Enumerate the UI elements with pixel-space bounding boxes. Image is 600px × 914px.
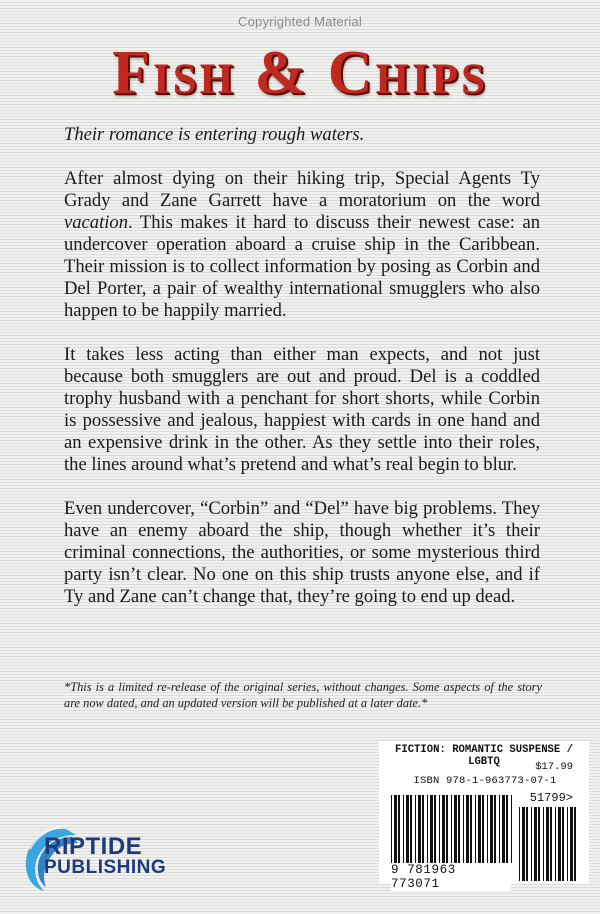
blurb-paragraph-1-end: . This makes it hard to discuss their newest case: an undercover operation aboard a cruise ship in the Caribbean. Their mission is to collect information by posing as Corbin and Del Porter, a pair of wealthy international smugglers who also happen to be happily married. xyxy=(64,212,540,321)
blurb-emphasis-vacation: vacation xyxy=(64,212,129,233)
barcode-bar xyxy=(442,795,445,863)
barcode-bar xyxy=(534,807,537,881)
barcode-bar xyxy=(555,807,556,881)
barcode-bar xyxy=(550,807,552,881)
barcode-bar xyxy=(427,795,428,863)
blurb-paragraph-1-start: After almost dying on their hiking trip, Special Agents Ty Grady and Zane Garrett have a moratorium on the word xyxy=(64,168,540,211)
blurb-paragraph-2: It takes less acting than either man expects, and not just because both smugglers are out and proud. Del is a coddled trophy husband with a penchant for short shorts, while Corbin is possessive and jealous, happiest with cards in one hand and an expensive drink in the other. As they settle into their roles, the lines around what’s pretend and what’s real begin to blur. xyxy=(64,344,540,475)
barcode-bar xyxy=(574,807,576,881)
barcode-bar xyxy=(451,795,452,863)
barcode-bar xyxy=(567,807,568,881)
price-label: $17.99 xyxy=(535,761,573,773)
barcode-bar xyxy=(398,795,400,863)
barcode-bar xyxy=(558,807,561,881)
publisher-name-line1: RIPTIDE xyxy=(44,833,143,860)
barcode-bar xyxy=(570,807,573,881)
barcode-bar xyxy=(562,807,564,881)
barcode-bar xyxy=(470,795,472,863)
barcode-bar xyxy=(430,795,433,863)
book-title: Fish & Chips xyxy=(112,39,488,107)
barcode-bar xyxy=(422,795,424,863)
barcode-bar xyxy=(458,795,460,863)
barcode-bar xyxy=(494,795,496,863)
barcode-bar xyxy=(519,807,520,881)
blurb-paragraph-1 xyxy=(64,168,540,322)
barcode-bar xyxy=(463,795,464,863)
rerelease-disclaimer: *This is a limited re-release of the original series, without changes. Some aspects of the story are now dated, and an updated version will be published at a later date.* xyxy=(64,680,542,710)
book-blurb xyxy=(64,124,540,630)
barcode-bar xyxy=(482,795,484,863)
barcode-bar xyxy=(546,807,549,881)
barcode-bar xyxy=(454,795,457,863)
barcode-bar xyxy=(406,795,409,863)
barcode-bar xyxy=(446,795,448,863)
tagline: Their romance is entering rough waters. xyxy=(64,124,365,145)
barcode-bar xyxy=(434,795,436,863)
barcode-bar xyxy=(522,807,525,881)
barcode-bar xyxy=(499,795,500,863)
barcode-bar xyxy=(410,795,412,863)
barcode-bar xyxy=(478,795,481,863)
copyright-watermark: Copyrighted Material xyxy=(238,14,362,29)
barcode-bar xyxy=(391,795,392,863)
barcode-bar xyxy=(526,807,528,881)
barcode-bar xyxy=(415,795,416,863)
isbn-barcode-panel xyxy=(379,741,589,891)
barcode-bar xyxy=(543,807,544,881)
blurb-paragraph-3: Even undercover, “Corbin” and “Del” have big problems. They have an enemy aboard the ship, though whether it’s their criminal connections, the authorities, or some mysterious third party isn’t clear. No one on this ship trusts anyone else, and if Ty and Zane can’t change that, they’re going to end up dead. xyxy=(64,498,540,607)
barcode-bar xyxy=(439,795,440,863)
publisher-name-line2: PUBLISHING xyxy=(44,857,167,878)
riptide-publishing-logo xyxy=(20,823,190,893)
barcode-bar xyxy=(466,795,469,863)
barcode-bar xyxy=(487,795,488,863)
barcode-bar xyxy=(394,795,397,863)
barcode-bar xyxy=(403,795,404,863)
ean-digits: 9 781963 773071 xyxy=(391,863,511,891)
barcode-bar xyxy=(502,795,505,863)
price-addon-code: 51799> xyxy=(529,791,573,805)
barcode-bar xyxy=(531,807,532,881)
genre-label: FICTION: ROMANTIC SUSPENSE / LGBTQ xyxy=(394,744,573,768)
barcode-bar xyxy=(418,795,421,863)
barcode-bar xyxy=(506,795,508,863)
barcode-bar xyxy=(490,795,493,863)
barcode-bar xyxy=(511,795,512,863)
isbn-label: ISBN 978-1-963773-07-1 xyxy=(413,775,557,787)
barcode-bar xyxy=(538,807,540,881)
barcode-bar xyxy=(475,795,476,863)
